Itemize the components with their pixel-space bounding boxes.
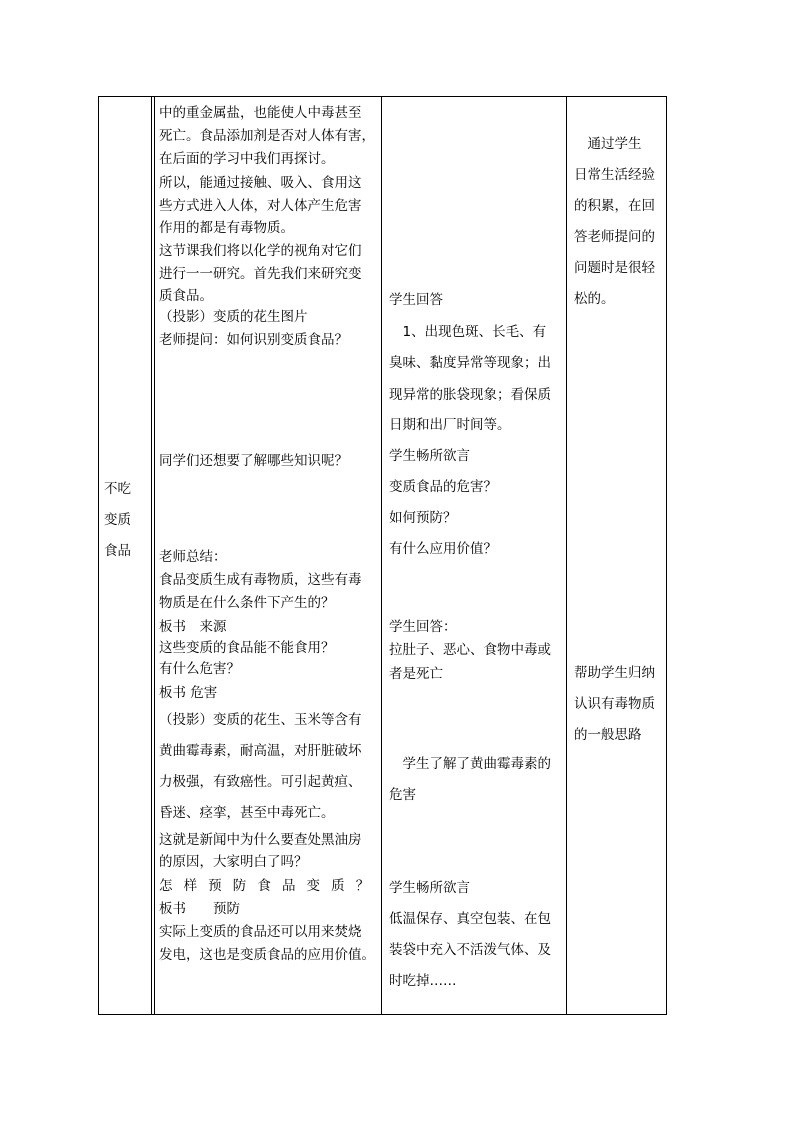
intent-line: 的一般思路 [574, 727, 642, 743]
student-line: 学生回答： [389, 619, 457, 635]
teacher-line: （投影）变质的花生图片 [159, 309, 308, 325]
teacher-line: 所以，能通过接触、吸入、食用这 [159, 175, 362, 191]
student-line: 日期和出厂时间等。 [389, 417, 511, 433]
category-line: 不吃 [104, 481, 131, 497]
teacher-line: 老师提问：如何识别变质食品？ [159, 332, 348, 348]
student-line: 拉肚子、恶心、食物中毒或 [389, 642, 551, 658]
intent-line: 问题时是很轻 [574, 260, 655, 276]
teacher-line: 这些变质的食品能不能食用？ [159, 640, 335, 656]
teacher-line: 实际上变质的食品还可以用来焚烧 [159, 924, 362, 940]
student-line: 危害 [389, 787, 416, 803]
student-line: 低温保存、真空包装、在包 [389, 911, 551, 927]
student-line: 如何预防？ [389, 510, 457, 526]
column-divider [566, 97, 567, 1014]
student-line: 学生回答 [389, 292, 443, 308]
student-line: 学生畅所欲言 [389, 880, 470, 896]
teacher-line: 板书 危害 [159, 685, 218, 701]
teacher-line: 些方式进入人体，对人体产生危害 [159, 198, 362, 214]
teacher-line: 力极强，有致癌性。可引起黄疸、 [159, 774, 362, 790]
intent-line: 通过学生 [574, 136, 642, 152]
teacher-line: 进行一一研究。首先我们来研究变 [159, 266, 362, 282]
teacher-line: 质食品。 [159, 288, 213, 304]
teacher-line: 中的重金属盐，也能使人中毒甚至 [159, 105, 362, 121]
intent-line: 答老师提问的 [574, 229, 655, 245]
column-divider [151, 97, 152, 1014]
teacher-line: 怎 样 预 防 食 品 变 质 ？ [159, 878, 373, 894]
intent-line: 的积累，在回 [574, 198, 655, 214]
teacher-line: 黄曲霉毒素，耐高温，对肝脏破坏 [159, 743, 362, 759]
teacher-line: 板书 预防 [159, 901, 240, 917]
teacher-line: 有什么危害？ [159, 661, 240, 677]
intent-line: 松的。 [574, 291, 615, 307]
teacher-line: 这就是新闻中为什么要查处黑油房 [159, 832, 362, 848]
teacher-line: 死亡。食品添加剂是否对人体有害， [159, 128, 375, 144]
column-divider [381, 97, 382, 1014]
student-line: 装袋中充入不活泼气体、及 [389, 942, 551, 958]
teacher-line: 发电，这也是变质食品的应用价值。 [159, 947, 375, 963]
teacher-line: （投影）变质的花生、玉米等含有 [159, 712, 362, 728]
teacher-line: 同学们还想要了解哪些知识呢？ [159, 453, 348, 469]
student-line: 学生了解了黄曲霉毒素的 [389, 756, 551, 772]
student-line: 变质食品的危害？ [389, 479, 497, 495]
column-divider [154, 97, 155, 1014]
category-line: 食品 [104, 543, 131, 559]
teacher-line: 的原因，大家明白了吗？ [159, 854, 308, 870]
lesson-table [98, 96, 667, 1015]
intent-line: 帮助学生归纳 [574, 665, 655, 681]
teacher-line: 在后面的学习中我们再探讨。 [159, 151, 335, 167]
teacher-line: 老师总结： [159, 549, 227, 565]
teacher-line: 作用的都是有毒物质。 [159, 220, 294, 236]
intent-line: 认识有毒物质 [574, 696, 655, 712]
intent-line: 日常生活经验 [574, 167, 655, 183]
student-line: 时吃掉…… [389, 973, 457, 989]
teacher-line: 昏迷、痉挛，甚至中毒死亡。 [159, 805, 335, 821]
teacher-line: 物质是在什么条件下产生的？ [159, 595, 335, 611]
student-line: 学生畅所欲言 [389, 448, 470, 464]
student-line: 1、出现色斑、长毛、有 [389, 324, 547, 340]
student-line: 有什么应用价值？ [389, 541, 497, 557]
teacher-line: 这节课我们将以化学的视角对它们 [159, 243, 362, 259]
teacher-line: 食品变质生成有毒物质，这些有毒 [159, 572, 362, 588]
student-line: 臭味、黏度异常等现象；出 [389, 355, 551, 371]
student-line: 现异常的胀袋现象；看保质 [389, 387, 551, 403]
category-line: 变质 [104, 512, 131, 528]
teacher-line: 板书 来源 [159, 619, 227, 635]
student-line: 者是死亡 [389, 666, 443, 682]
